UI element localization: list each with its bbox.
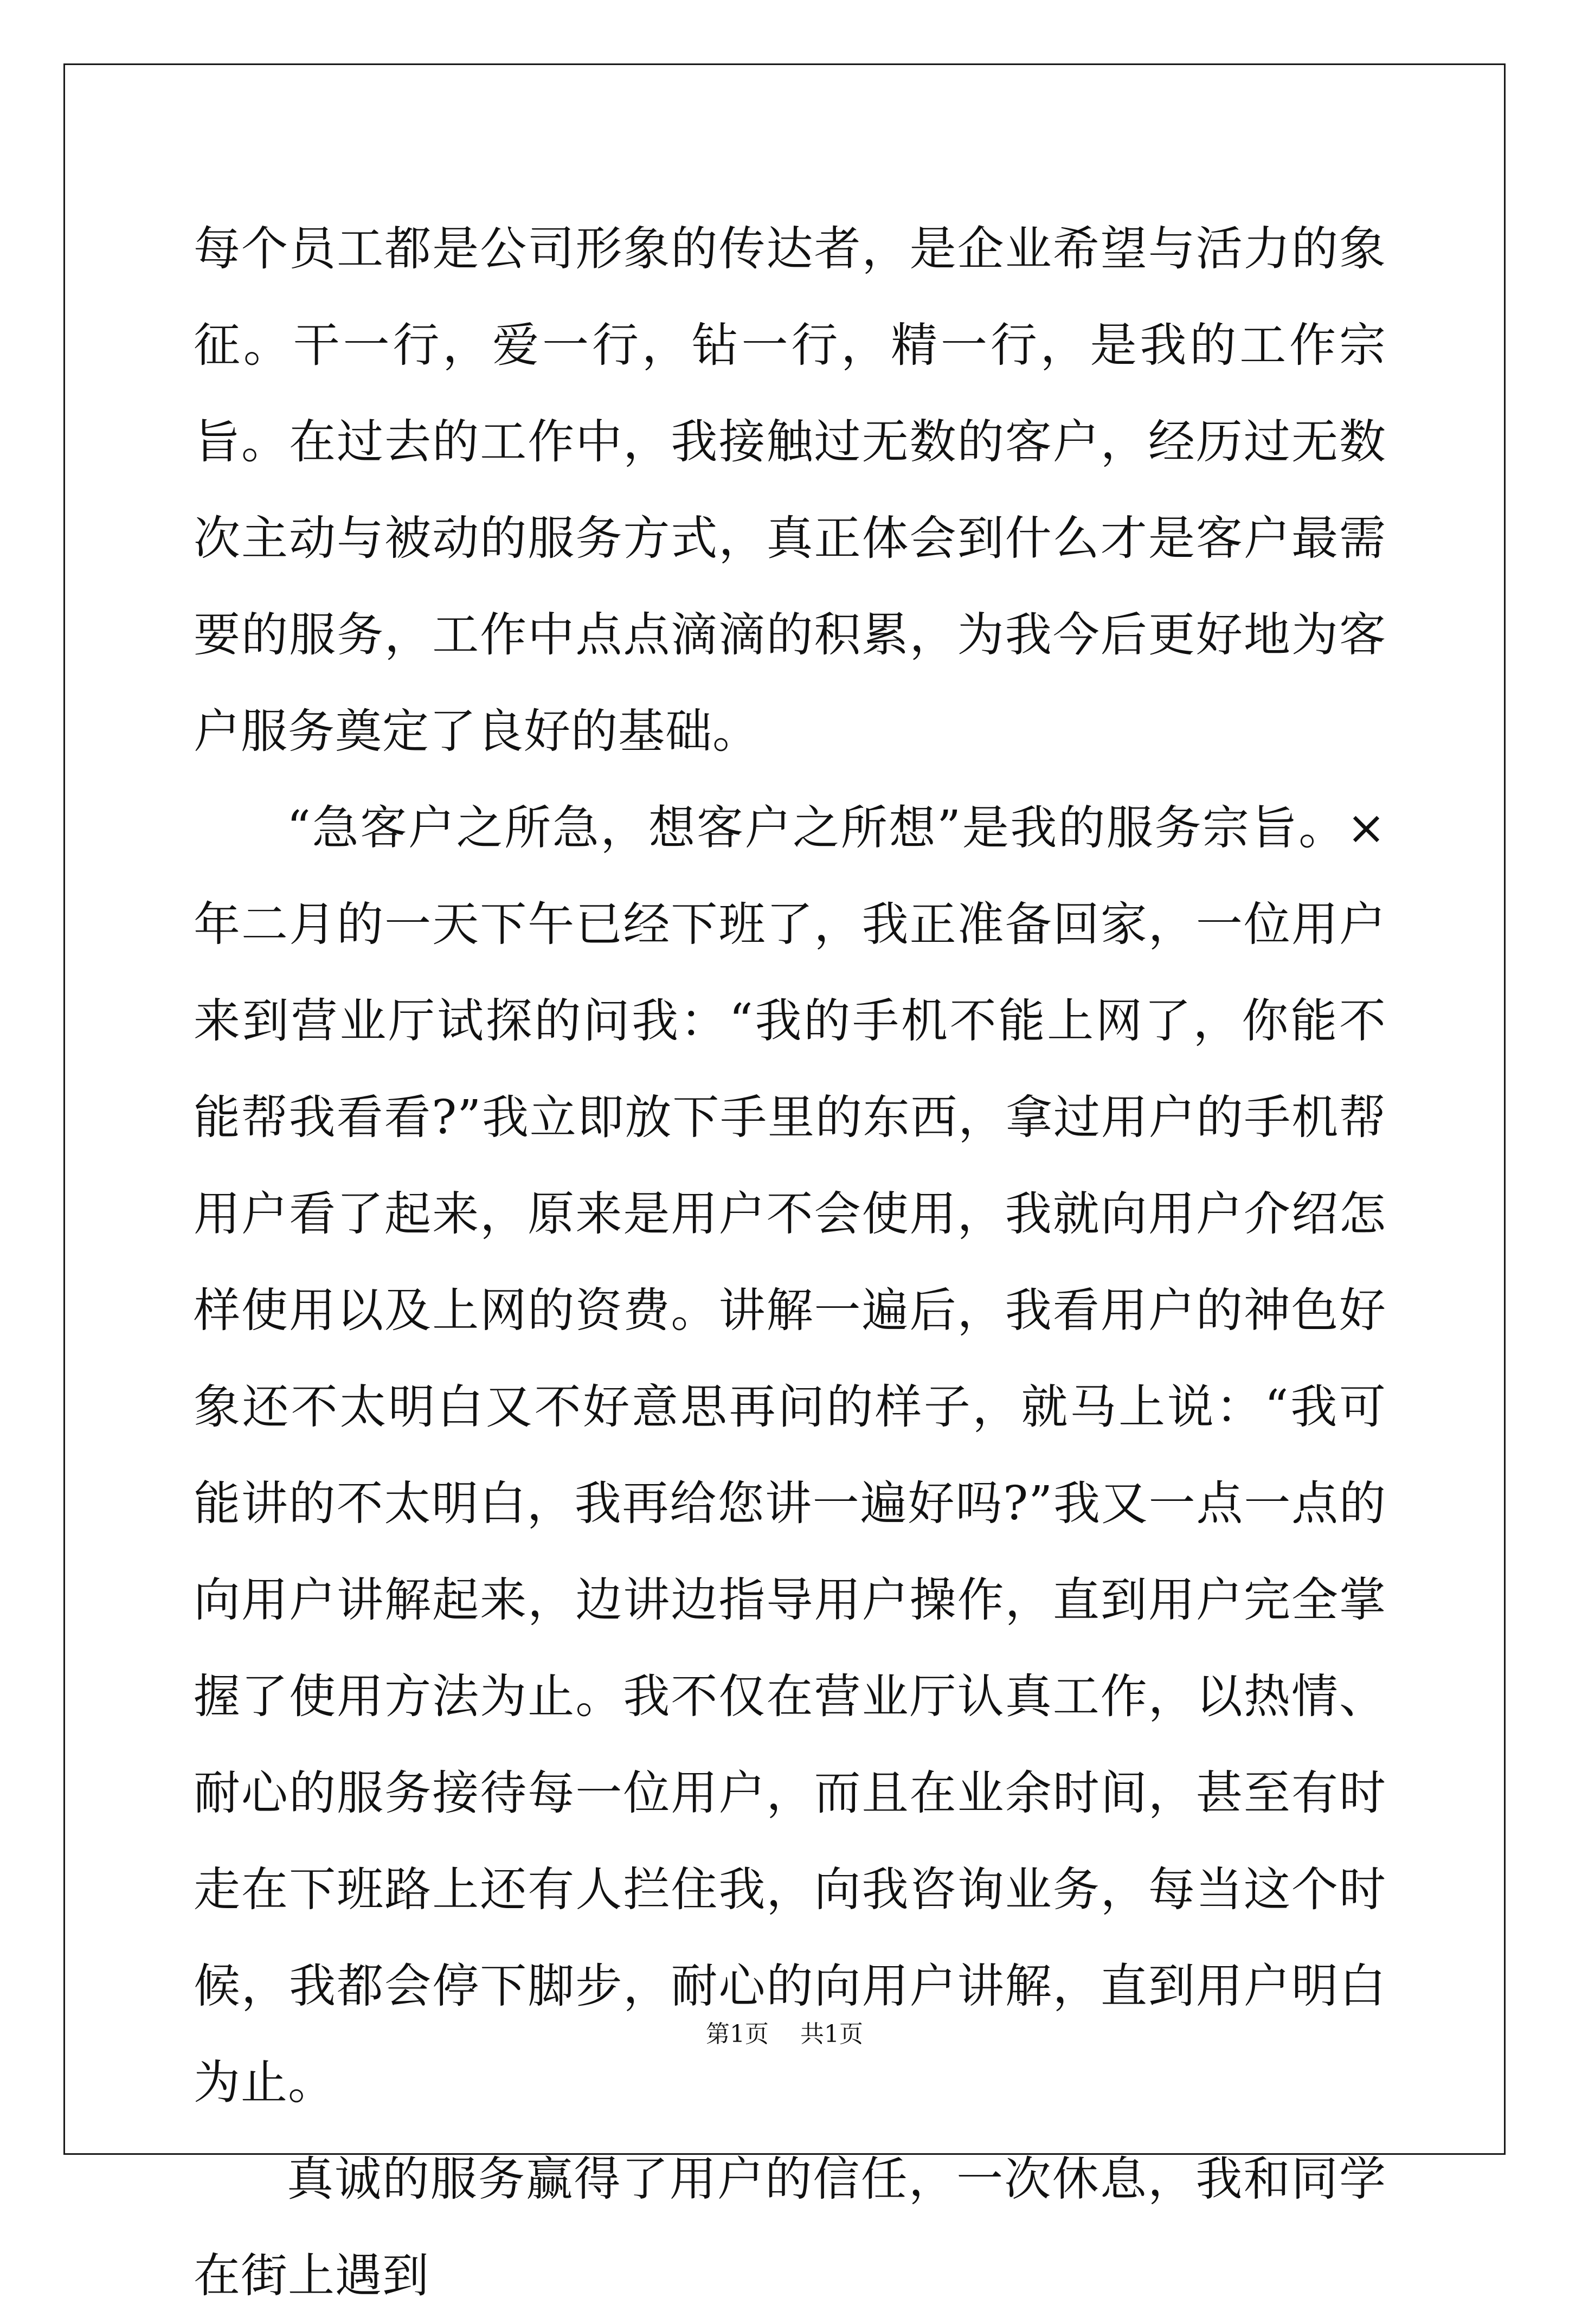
- page-total: 共1页: [800, 2020, 863, 2048]
- page-footer: [0, 2014, 1569, 2049]
- paragraph-1: 每个员工都是公司形象的传达者，是企业希望与活力的象征。干一行，爱一行，钻一行，精一行，是我的工作宗旨。在过去的工作中，我接触过无数的客户，经历过无数次主动与被动的服务方式，真正体会到什么才是客户最需要的服务，工作中点点滴滴的积累，为我今后更好地为客户服务奠定了良好的基础。: [194, 222, 1386, 759]
- page-number: 第1页: [706, 2020, 769, 2048]
- paragraph-2: “急客户之所急，想客户之所想”是我的服务宗旨。×年二月的一天下午已经下班了，我正准备回家，一位用户来到营业厅试探的问我：“我的手机不能上网了，你能不能帮我看看?”我立即放下手里的东西，拿过用户的手机帮用户看了起来，原来是用户不会使用，我就向用户介绍怎样使用以及上网的资费。讲解一遍后，我看用户的神色好象还不太明白又不好意思再问的样子，就马上说：“我可能讲的不太明白，我再给您讲一遍好吗?”我又一点一点的向用户讲解起来，边讲边指导用户操作，直到用户完全掌握了使用方法为止。我不仅在营业厅认真工作，以热情、耐心的服务接待每一位用户，而且在业余时间，甚至有时走在下班路上还有人拦住我，向我咨询业务，每当这个时候，我都会停下脚步，耐心的向用户讲解，直到用户明白为止。: [194, 801, 1386, 2110]
- document-body: [194, 201, 1386, 2324]
- paragraph-3: 真诚的服务赢得了用户的信任，一次休息，我和同学在街上遇到: [194, 2152, 1386, 2303]
